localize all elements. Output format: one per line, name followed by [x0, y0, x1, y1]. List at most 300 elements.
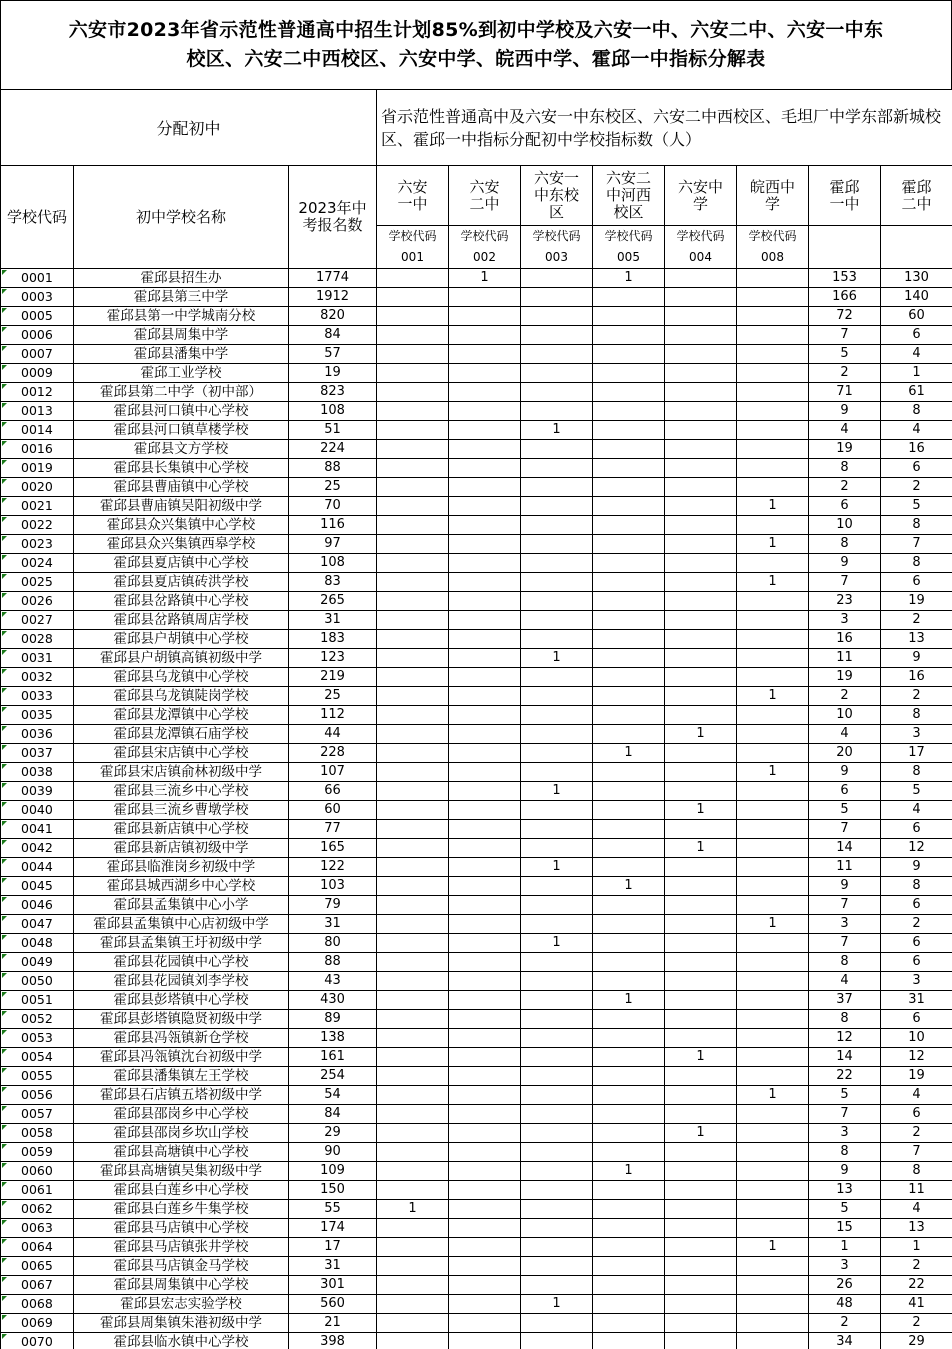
table-row — [1, 402, 952, 421]
school-code-cell-empty — [881, 226, 952, 269]
school-header-huoqiu-no2: 霍邱二中 — [881, 166, 952, 226]
quota-liuan-middle-cell — [665, 1105, 737, 1124]
quota-liuan-middle-cell — [665, 782, 737, 801]
school-code-cell: 0020 — [1, 478, 74, 497]
table-row — [1, 725, 952, 744]
school-name-cell: 霍邱县龙潭镇石庙学校 — [74, 725, 289, 744]
quota-liuan-no1-east-cell — [521, 801, 593, 820]
quota-liuan-no1-east-cell — [521, 1067, 593, 1086]
quota-huoqiu-no1-cell: 1 — [809, 1238, 881, 1257]
exam-count-cell: 90 — [289, 1143, 377, 1162]
school-name-cell: 霍邱县第二中学（初中部） — [74, 383, 289, 402]
quota-liuan-no1-east-cell — [521, 516, 593, 535]
quota-liuan-no1-east-cell — [521, 592, 593, 611]
quota-huoqiu-no1-cell: 15 — [809, 1219, 881, 1238]
quota-liuan-no1-east-cell — [521, 364, 593, 383]
exam-count-cell: 265 — [289, 592, 377, 611]
school-name-cell: 霍邱县花园镇刘李学校 — [74, 972, 289, 991]
exam-count-cell: 820 — [289, 307, 377, 326]
quota-liuan-middle-cell — [665, 972, 737, 991]
quota-wanxi-cell — [737, 1200, 809, 1219]
quota-wanxi-cell — [737, 1219, 809, 1238]
quota-wanxi-cell — [737, 744, 809, 763]
quota-liuan-no2-cell — [449, 383, 521, 402]
quota-liuan-no2-hexi-cell — [593, 307, 665, 326]
school-code-cell: 0057 — [1, 1105, 74, 1124]
quota-liuan-no2-cell — [449, 1010, 521, 1029]
school-code-cell: 0006 — [1, 326, 74, 345]
exam-count-cell: 31 — [289, 611, 377, 630]
table-row — [1, 915, 952, 934]
quota-liuan-no2-hexi-cell — [593, 1295, 665, 1314]
quota-liuan-no1-east-cell — [521, 1010, 593, 1029]
school-name-cell: 霍邱县夏店镇砖洪学校 — [74, 573, 289, 592]
quota-liuan-middle-cell — [665, 668, 737, 687]
school-code-cell: 0023 — [1, 535, 74, 554]
quota-liuan-no2-cell — [449, 896, 521, 915]
quota-liuan-no2-hexi-cell — [593, 1181, 665, 1200]
school-name-cell: 霍邱县孟集镇中心店初级中学 — [74, 915, 289, 934]
quota-liuan-no1-cell — [377, 592, 449, 611]
table-row — [1, 1314, 952, 1333]
quota-liuan-no1-cell — [377, 763, 449, 782]
quota-liuan-no2-hexi-cell — [593, 1219, 665, 1238]
quota-liuan-no1-cell — [377, 1276, 449, 1295]
quota-liuan-no2-hexi-cell — [593, 345, 665, 364]
quota-huoqiu-no2-cell: 5 — [881, 782, 952, 801]
exam-count-cell: 823 — [289, 383, 377, 402]
table-row — [1, 972, 952, 991]
quota-wanxi-cell: 1 — [737, 915, 809, 934]
exam-count-cell: 107 — [289, 763, 377, 782]
school-code-cell: 0053 — [1, 1029, 74, 1048]
quota-huoqiu-no1-cell: 48 — [809, 1295, 881, 1314]
school-code-cell: 0024 — [1, 554, 74, 573]
quota-liuan-middle-cell — [665, 744, 737, 763]
school-code-cell: 0022 — [1, 516, 74, 535]
table-row — [1, 801, 952, 820]
quota-wanxi-cell — [737, 1143, 809, 1162]
quota-liuan-no2-hexi-cell — [593, 1124, 665, 1143]
quota-wanxi-cell — [737, 782, 809, 801]
quota-liuan-no1-cell — [377, 1295, 449, 1314]
quota-huoqiu-no2-cell: 6 — [881, 459, 952, 478]
quota-huoqiu-no1-cell: 20 — [809, 744, 881, 763]
exam-count-cell: 84 — [289, 326, 377, 345]
exam-count-cell: 43 — [289, 972, 377, 991]
quota-liuan-no2-cell — [449, 1200, 521, 1219]
quota-liuan-middle-cell — [665, 1333, 737, 1349]
quota-liuan-no1-east-cell — [521, 1162, 593, 1181]
quota-liuan-no2-cell — [449, 972, 521, 991]
school-header-liuan-middle: 六安中学 — [665, 166, 737, 226]
quota-liuan-no1-east-cell — [521, 459, 593, 478]
exam-count-cell: 21 — [289, 1314, 377, 1333]
quota-huoqiu-no2-cell: 19 — [881, 1067, 952, 1086]
quota-liuan-no1-east-cell — [521, 478, 593, 497]
school-code-cell: 0049 — [1, 953, 74, 972]
quota-liuan-no1-cell — [377, 383, 449, 402]
school-name-cell: 霍邱县高塘镇中心学校 — [74, 1143, 289, 1162]
quota-huoqiu-no2-cell: 9 — [881, 649, 952, 668]
quota-huoqiu-no1-cell: 8 — [809, 953, 881, 972]
quota-huoqiu-no1-cell: 3 — [809, 1257, 881, 1276]
school-code-cell: 0009 — [1, 364, 74, 383]
quota-liuan-no1-east-cell — [521, 915, 593, 934]
quota-huoqiu-no1-cell: 10 — [809, 516, 881, 535]
quota-wanxi-cell — [737, 440, 809, 459]
quota-liuan-no2-hexi-cell — [593, 440, 665, 459]
quota-liuan-middle-cell — [665, 1143, 737, 1162]
quota-liuan-no1-cell — [377, 1219, 449, 1238]
quota-liuan-no1-east-cell — [521, 763, 593, 782]
quota-liuan-no2-hexi-cell — [593, 1257, 665, 1276]
exam-count-cell: 224 — [289, 440, 377, 459]
school-name-cell: 霍邱县邵岗乡中心学校 — [74, 1105, 289, 1124]
school-code-cell: 0016 — [1, 440, 74, 459]
school-code-cell: 0027 — [1, 611, 74, 630]
quota-liuan-no2-hexi-cell: 1 — [593, 744, 665, 763]
quota-liuan-middle-cell — [665, 421, 737, 440]
exam-count-cell: 70 — [289, 497, 377, 516]
quota-liuan-middle-cell — [665, 1162, 737, 1181]
quota-liuan-no1-cell — [377, 1238, 449, 1257]
quota-liuan-no1-east-cell — [521, 725, 593, 744]
quota-liuan-no1-east-cell — [521, 1143, 593, 1162]
quota-liuan-middle-cell — [665, 1219, 737, 1238]
quota-huoqiu-no2-cell: 5 — [881, 497, 952, 516]
quota-huoqiu-no2-cell: 2 — [881, 915, 952, 934]
school-code-cell: 0001 — [1, 269, 74, 288]
quota-liuan-middle-cell — [665, 1314, 737, 1333]
exam-count-cell: 116 — [289, 516, 377, 535]
school-code-cell: 0044 — [1, 858, 74, 877]
quota-huoqiu-no1-cell: 12 — [809, 1029, 881, 1048]
quota-liuan-middle-cell — [665, 1086, 737, 1105]
quota-liuan-no2-cell — [449, 326, 521, 345]
quota-wanxi-cell — [737, 1181, 809, 1200]
quota-liuan-no2-cell — [449, 820, 521, 839]
exam-count-cell: 1774 — [289, 269, 377, 288]
quota-wanxi-cell — [737, 421, 809, 440]
quota-wanxi-cell — [737, 554, 809, 573]
quota-huoqiu-no1-cell: 8 — [809, 459, 881, 478]
school-name-cell: 霍邱县户胡镇高镇初级中学 — [74, 649, 289, 668]
quota-huoqiu-no2-cell: 16 — [881, 440, 952, 459]
table-row — [1, 630, 952, 649]
quota-liuan-no1-cell — [377, 668, 449, 687]
table-row — [1, 877, 952, 896]
quota-liuan-no1-cell: 1 — [377, 1200, 449, 1219]
quota-huoqiu-no1-cell: 34 — [809, 1333, 881, 1349]
quota-liuan-no2-hexi-cell — [593, 858, 665, 877]
quota-wanxi-cell — [737, 516, 809, 535]
quota-liuan-no2-cell — [449, 1029, 521, 1048]
school-code-cell: 0019 — [1, 459, 74, 478]
quota-liuan-no2-hexi-cell — [593, 573, 665, 592]
quota-huoqiu-no1-cell: 26 — [809, 1276, 881, 1295]
exam-count-header: 2023年中考报名数 — [289, 166, 377, 269]
quota-huoqiu-no1-cell: 10 — [809, 706, 881, 725]
quota-huoqiu-no1-cell: 2 — [809, 687, 881, 706]
quota-wanxi-cell — [737, 1295, 809, 1314]
quota-huoqiu-no2-cell: 2 — [881, 1257, 952, 1276]
quota-huoqiu-no2-cell: 13 — [881, 630, 952, 649]
quota-wanxi-cell — [737, 288, 809, 307]
quota-wanxi-cell — [737, 383, 809, 402]
assign-junior-header: 分配初中 — [1, 90, 377, 166]
table-row — [1, 839, 952, 858]
quota-liuan-no2-hexi-cell — [593, 915, 665, 934]
table-row — [1, 1200, 952, 1219]
quota-wanxi-cell: 1 — [737, 1086, 809, 1105]
school-name-cell: 霍邱县马店镇金马学校 — [74, 1257, 289, 1276]
quota-liuan-no1-east-cell — [521, 991, 593, 1010]
quota-liuan-no2-cell: 1 — [449, 269, 521, 288]
quota-liuan-no2-hexi-cell — [593, 1314, 665, 1333]
quota-liuan-no1-east-cell — [521, 307, 593, 326]
exam-count-cell: 1912 — [289, 288, 377, 307]
quota-liuan-no2-cell — [449, 630, 521, 649]
quota-liuan-no1-cell — [377, 725, 449, 744]
allocation-description-header: 省示范性普通高中及六安一中东校区、六安二中西校区、毛坦厂中学东部新城校区、霍邱一中指标分配初中学校指标数（人） — [377, 90, 952, 166]
school-code-cell: 学校代码 002 — [449, 226, 521, 269]
school-code-cell: 0012 — [1, 383, 74, 402]
school-code-cell: 0062 — [1, 1200, 74, 1219]
quota-huoqiu-no1-cell: 7 — [809, 896, 881, 915]
quota-wanxi-cell — [737, 668, 809, 687]
school-name-cell: 霍邱县宋店镇俞林初级中学 — [74, 763, 289, 782]
quota-liuan-no1-east-cell — [521, 288, 593, 307]
school-code-cell: 0055 — [1, 1067, 74, 1086]
quota-liuan-middle-cell — [665, 1257, 737, 1276]
quota-wanxi-cell — [737, 364, 809, 383]
quota-liuan-no2-hexi-cell — [593, 1333, 665, 1349]
quota-liuan-no2-cell — [449, 1067, 521, 1086]
quota-liuan-no2-hexi-cell — [593, 497, 665, 516]
quota-huoqiu-no1-cell: 8 — [809, 535, 881, 554]
quota-huoqiu-no1-cell: 2 — [809, 1314, 881, 1333]
quota-liuan-middle-cell: 1 — [665, 839, 737, 858]
quota-liuan-no1-east-cell — [521, 1219, 593, 1238]
quota-liuan-no1-east-cell — [521, 611, 593, 630]
quota-liuan-no2-cell — [449, 1333, 521, 1349]
quota-huoqiu-no2-cell: 60 — [881, 307, 952, 326]
quota-liuan-no2-cell — [449, 725, 521, 744]
school-name-cell: 霍邱县孟集镇王圩初级中学 — [74, 934, 289, 953]
school-code-cell: 学校代码 004 — [665, 226, 737, 269]
quota-liuan-middle-cell — [665, 611, 737, 630]
table-row — [1, 307, 952, 326]
quota-liuan-no1-cell — [377, 1086, 449, 1105]
school-code-cell: 0028 — [1, 630, 74, 649]
quota-huoqiu-no2-cell: 7 — [881, 1143, 952, 1162]
quota-liuan-no2-cell — [449, 706, 521, 725]
quota-huoqiu-no2-cell: 4 — [881, 421, 952, 440]
quota-liuan-no1-cell — [377, 801, 449, 820]
school-code-cell: 0069 — [1, 1314, 74, 1333]
quota-liuan-no1-east-cell — [521, 877, 593, 896]
quota-liuan-no1-east-cell — [521, 1257, 593, 1276]
table-row — [1, 364, 952, 383]
quota-liuan-no2-hexi-cell: 1 — [593, 991, 665, 1010]
quota-liuan-no2-cell — [449, 953, 521, 972]
quota-liuan-no2-hexi-cell — [593, 725, 665, 744]
exam-count-cell: 80 — [289, 934, 377, 953]
exam-count-cell: 77 — [289, 820, 377, 839]
quota-liuan-no2-cell — [449, 1257, 521, 1276]
school-code-cell: 0054 — [1, 1048, 74, 1067]
table-row — [1, 1181, 952, 1200]
quota-liuan-no2-hexi-cell: 1 — [593, 877, 665, 896]
quota-huoqiu-no2-cell: 22 — [881, 1276, 952, 1295]
quota-liuan-no1-east-cell — [521, 440, 593, 459]
quota-liuan-no1-cell — [377, 1333, 449, 1349]
allocation-table — [0, 89, 952, 1349]
school-code-cell: 0048 — [1, 934, 74, 953]
table-row — [1, 611, 952, 630]
quota-liuan-no1-cell — [377, 782, 449, 801]
quota-liuan-middle-cell — [665, 592, 737, 611]
quota-liuan-no1-cell — [377, 953, 449, 972]
quota-liuan-middle-cell: 1 — [665, 1124, 737, 1143]
quota-huoqiu-no2-cell: 31 — [881, 991, 952, 1010]
quota-wanxi-cell — [737, 402, 809, 421]
school-name-cell: 霍邱县第一中学城南分校 — [74, 307, 289, 326]
exam-count-cell: 31 — [289, 1257, 377, 1276]
quota-liuan-no1-cell — [377, 1181, 449, 1200]
quota-liuan-no2-hexi-cell — [593, 1067, 665, 1086]
exam-count-cell: 108 — [289, 554, 377, 573]
quota-liuan-no1-cell — [377, 440, 449, 459]
school-code-cell: 0041 — [1, 820, 74, 839]
quota-liuan-no2-cell — [449, 915, 521, 934]
school-name-cell: 霍邱县三流乡中心学校 — [74, 782, 289, 801]
school-name-cell: 霍邱县夏店镇中心学校 — [74, 554, 289, 573]
quota-liuan-no2-hexi-cell — [593, 1010, 665, 1029]
quota-liuan-middle-cell — [665, 535, 737, 554]
table-row — [1, 478, 952, 497]
exam-count-cell: 88 — [289, 953, 377, 972]
quota-liuan-middle-cell — [665, 1010, 737, 1029]
exam-count-cell: 55 — [289, 1200, 377, 1219]
quota-huoqiu-no2-cell: 61 — [881, 383, 952, 402]
quota-liuan-middle-cell — [665, 478, 737, 497]
quota-liuan-no2-hexi-cell — [593, 516, 665, 535]
school-name-cell: 霍邱县马店镇张井学校 — [74, 1238, 289, 1257]
quota-liuan-no1-east-cell — [521, 269, 593, 288]
quota-liuan-middle-cell — [665, 288, 737, 307]
school-name-cell: 霍邱县宏志实验学校 — [74, 1295, 289, 1314]
quota-liuan-no1-cell — [377, 516, 449, 535]
school-code-cell: 0037 — [1, 744, 74, 763]
quota-huoqiu-no2-cell: 130 — [881, 269, 952, 288]
quota-huoqiu-no2-cell: 2 — [881, 687, 952, 706]
quota-wanxi-cell — [737, 1257, 809, 1276]
quota-huoqiu-no1-cell: 71 — [809, 383, 881, 402]
quota-liuan-no1-cell — [377, 896, 449, 915]
school-code-cell: 0005 — [1, 307, 74, 326]
school-name-cell: 霍邱县周集中学 — [74, 326, 289, 345]
quota-huoqiu-no2-cell: 7 — [881, 535, 952, 554]
quota-liuan-no2-cell — [449, 288, 521, 307]
quota-liuan-no2-hexi-cell — [593, 459, 665, 478]
quota-wanxi-cell: 1 — [737, 763, 809, 782]
quota-liuan-no2-cell — [449, 858, 521, 877]
school-name-cell: 霍邱县新店镇初级中学 — [74, 839, 289, 858]
quota-liuan-middle-cell: 1 — [665, 801, 737, 820]
quota-huoqiu-no1-cell: 6 — [809, 497, 881, 516]
document-title — [0, 0, 952, 89]
quota-huoqiu-no1-cell: 19 — [809, 668, 881, 687]
school-header-liuan-no2: 六安二中 — [449, 166, 521, 226]
quota-liuan-no1-east-cell: 1 — [521, 858, 593, 877]
table-row — [1, 1048, 952, 1067]
quota-wanxi-cell — [737, 459, 809, 478]
quota-huoqiu-no1-cell: 5 — [809, 345, 881, 364]
school-code-cell: 0070 — [1, 1333, 74, 1349]
quota-liuan-no1-cell — [377, 972, 449, 991]
quota-liuan-no2-cell — [449, 364, 521, 383]
quota-liuan-no2-cell — [449, 1162, 521, 1181]
school-name-cell: 霍邱县孟集镇中心小学 — [74, 896, 289, 915]
school-code-cell: 学校代码 003 — [521, 226, 593, 269]
school-name-cell: 霍邱县城西湖乡中心学校 — [74, 877, 289, 896]
school-name-cell: 霍邱县岔路镇周店学校 — [74, 611, 289, 630]
quota-liuan-no1-east-cell — [521, 896, 593, 915]
table-row — [1, 706, 952, 725]
table-row — [1, 763, 952, 782]
quota-liuan-no2-hexi-cell — [593, 326, 665, 345]
school-code-cell: 0042 — [1, 839, 74, 858]
school-name-cell: 霍邱县彭塔镇中心学校 — [74, 991, 289, 1010]
school-name-cell: 霍邱县冯瓴镇新仓学校 — [74, 1029, 289, 1048]
quota-liuan-no1-cell — [377, 402, 449, 421]
school-name-cell: 霍邱县马店镇中心学校 — [74, 1219, 289, 1238]
quota-huoqiu-no1-cell: 5 — [809, 801, 881, 820]
quota-liuan-no2-cell — [449, 1181, 521, 1200]
exam-count-cell: 398 — [289, 1333, 377, 1349]
quota-liuan-no1-east-cell — [521, 1200, 593, 1219]
quota-huoqiu-no2-cell: 6 — [881, 1010, 952, 1029]
quota-liuan-no1-east-cell — [521, 668, 593, 687]
quota-liuan-no1-east-cell — [521, 554, 593, 573]
school-code-cell: 0013 — [1, 402, 74, 421]
school-code-cell: 0038 — [1, 763, 74, 782]
school-name-cell: 霍邱县白莲乡中心学校 — [74, 1181, 289, 1200]
school-name-cell: 霍邱县招生办 — [74, 269, 289, 288]
school-name-cell: 霍邱县河口镇草楼学校 — [74, 421, 289, 440]
quota-liuan-no1-cell — [377, 1010, 449, 1029]
quota-liuan-no1-east-cell — [521, 1333, 593, 1349]
quota-huoqiu-no2-cell: 8 — [881, 554, 952, 573]
quota-huoqiu-no2-cell: 4 — [881, 345, 952, 364]
school-code-cell: 0007 — [1, 345, 74, 364]
quota-liuan-no2-cell — [449, 1143, 521, 1162]
quota-liuan-no2-hexi-cell — [593, 1086, 665, 1105]
quota-wanxi-cell — [737, 1010, 809, 1029]
quota-liuan-no1-east-cell — [521, 535, 593, 554]
table-row — [1, 459, 952, 478]
title-line-1: 六安市2023年省示范性普通高中招生计划85%到初中学校及六安一中、六安二中、六安一中东 — [68, 19, 884, 41]
quota-liuan-no2-cell — [449, 478, 521, 497]
quota-huoqiu-no2-cell: 8 — [881, 706, 952, 725]
school-code-cell: 0032 — [1, 668, 74, 687]
quota-huoqiu-no1-cell: 2 — [809, 478, 881, 497]
school-code-cell: 0051 — [1, 991, 74, 1010]
quota-huoqiu-no1-cell: 8 — [809, 1010, 881, 1029]
school-code-cell: 学校代码 001 — [377, 226, 449, 269]
